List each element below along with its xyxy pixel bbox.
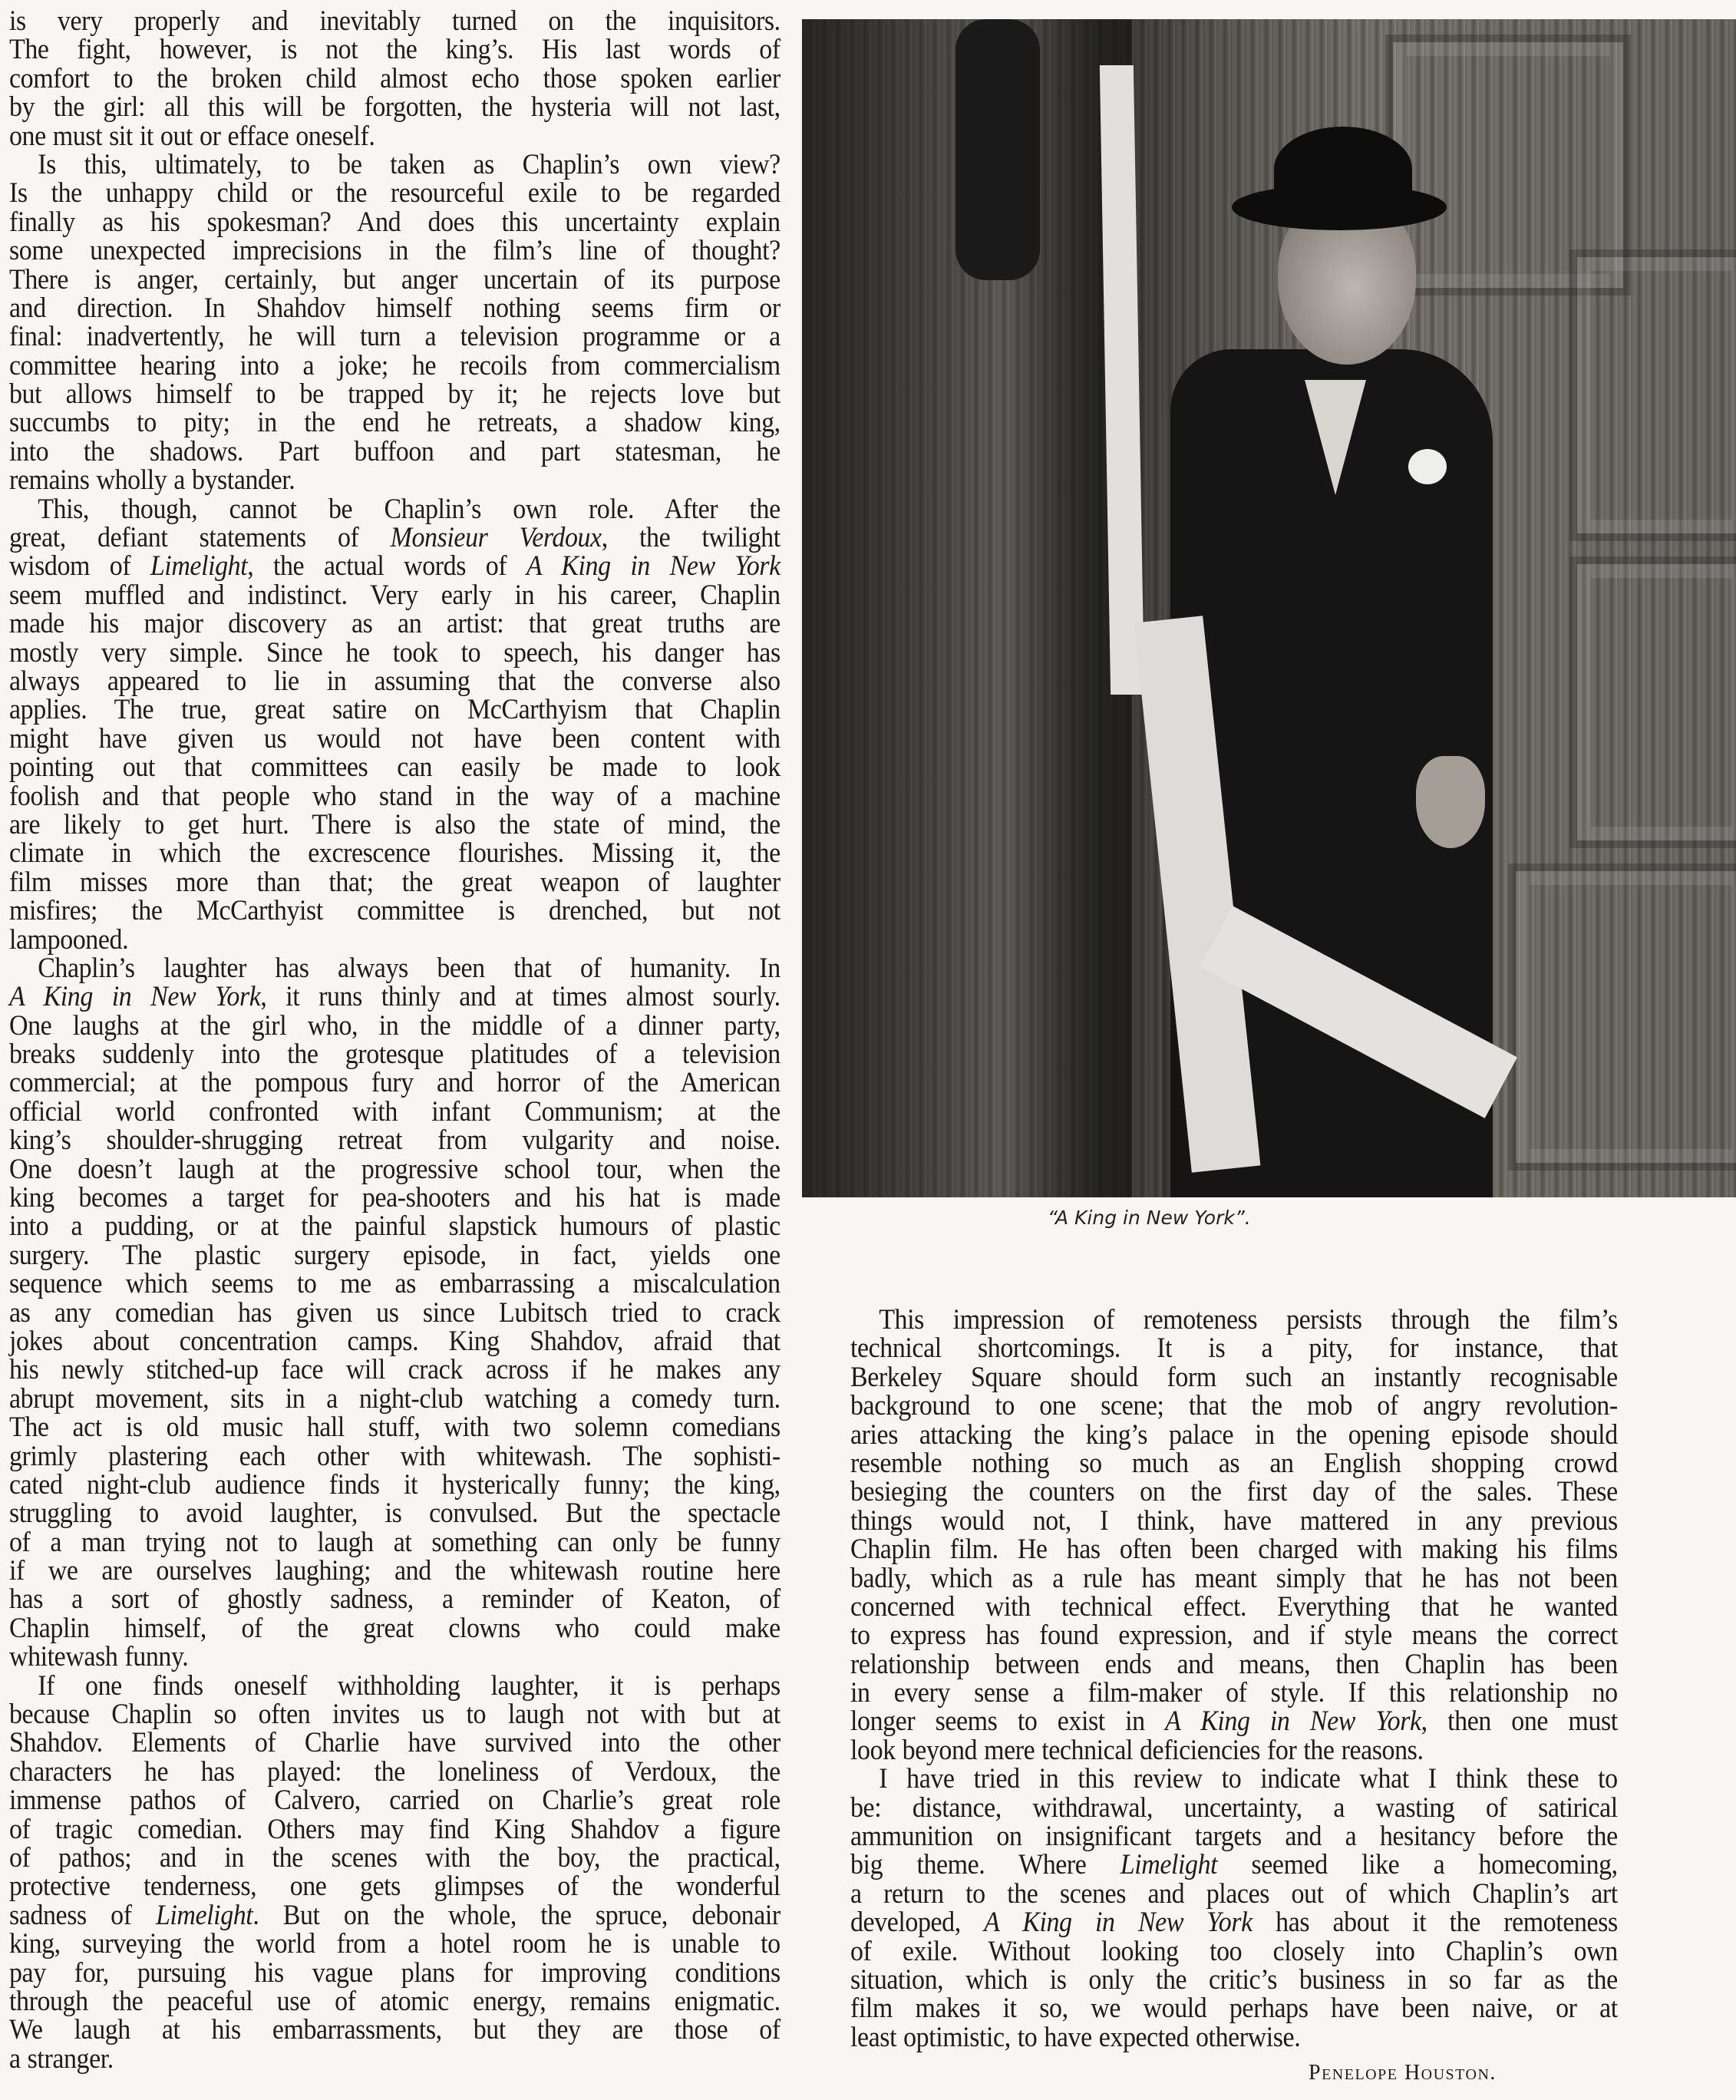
text-line: to express has found expression, and if style means the correct [850,1619,1618,1651]
text-line: always appeared to lie in assuming that the converse also [9,664,781,696]
article-right-column [850,1305,1618,2051]
text-line: king becomes a target for pea-shooters and his hat is made [9,1181,781,1213]
text-line: of exile. Without looking too closely into Chaplin’s own [850,1934,1618,1966]
text-line: misfires; the McCarthyist committee is drenched, but not [9,894,781,926]
text-line: relationship between ends and means, then Chaplin has been [850,1647,1618,1679]
text-line: resemble nothing so much as an English shopping crowd [850,1446,1618,1478]
text-line: great, defiant statements of Monsieur Verdoux, the twilight [9,521,781,553]
text-line: background to one scene; that the mob of angry revolution- [850,1389,1618,1421]
text-line: Chaplin’s laughter has always been that of humanity. In [38,951,781,983]
text-line: official world confronted with infant Communism; at the [9,1095,781,1127]
text-line: struggling to avoid laughter, is convulsed. But the spectacle [9,1497,781,1529]
author-byline: Penelope Houston. [1309,2061,1497,2085]
text-line: besieging the counters on the first day of the sales. These [850,1475,1618,1507]
text-line: are likely to get hurt. There is also the state of mind, the [9,807,781,840]
text-line: pointing out that committees can easily be made to look [9,751,781,783]
text-line: grimly plastering each other with whitewash. The sophisti- [9,1439,781,1471]
text-line: made his major discovery as an artist: that great truths are [9,607,781,639]
text-line: situation, which is only the critic’s business in so far as the [850,1963,1618,1995]
text-line: Berkeley Square should form such an instantly recognisable [850,1360,1618,1392]
wall-panel [1569,249,1736,541]
text-line: succumbs to pity; in the end he retreats, a shadow king, [9,406,781,438]
text-line: Chaplin film. He has often been charged with making his films [850,1533,1618,1565]
text-line: in every sense a film-maker of style. If this relationship no [850,1676,1618,1709]
text-line: look beyond mere technical deficiencies for the reasons. [850,1733,1424,1765]
text-line: A King in New York, it runs thinly and at times almost sourly. [9,980,781,1012]
text-line: If one finds oneself withholding laughter, it is perhaps [38,1669,781,1701]
text-line: There is anger, certainly, but anger uncertain of its purpose [9,262,781,295]
text-line: breaks suddenly into the grotesque platitudes of a television [9,1038,781,1070]
paragraph [9,147,781,496]
text-line: One laughs at the girl who, in the middle of a dinner party, [9,1009,781,1041]
text-line: We laugh at his embarrassments, but they are those of [9,2013,781,2046]
text-line: climate in which the excrescence flourishes. Missing it, the [9,837,781,869]
text-line: film misses more than that; the great weapon of laughter [9,865,781,897]
paragraph [9,494,781,953]
text-line: applies. The true, great satire on McCarthyism that Chaplin [9,693,781,725]
text-line: characters he has played: the loneliness of Verdoux, the [9,1755,781,1787]
text-line: might have given us would not have been content with [9,721,781,754]
text-line: sadness of Limelight. But on the whole, the spruce, debonair [9,1898,781,1930]
text-line: The fight, however, is not the king’s. His last words of [9,33,781,65]
text-line: longer seems to exist in A King in New York, then one must [850,1705,1618,1737]
figure-hand [1416,756,1485,848]
text-line: ammunition on insignificant targets and a hesitancy before the [850,1820,1618,1852]
text-line: a return to the scenes and places out of which Chaplin’s art [850,1877,1618,1909]
text-line: one must sit it out or efface oneself. [9,119,375,151]
text-line: seem muffled and indistinct. Very early in his career, Chaplin [9,578,781,610]
text-line: of pathos; and in the scenes with the boy, the practical, [9,1841,781,1873]
text-line: lampooned. [9,923,129,955]
text-line: has a sort of ghostly sadness, a reminder of Keaton, of [9,1583,781,1615]
text-line: protective tenderness, one gets glimpses of the wonderful [9,1870,781,1902]
text-line: some unexpected imprecisions in the film’s line of thought? [9,234,781,266]
text-line: aries attacking the king’s palace in the opening episode should [850,1418,1618,1450]
text-line: things would not, I think, have mattered in any previous [850,1504,1618,1536]
text-line: as any comedian has given us since Lubitsch tried to crack [9,1296,781,1328]
text-line: big theme. Where Limelight seemed like a homecoming, [850,1848,1618,1880]
text-line: remains wholly a bystander. [9,464,295,496]
text-line: final: inadvertently, he will turn a television programme or a [9,320,781,352]
text-line: into the shadows. Part buffoon and part statesman, he [9,434,781,467]
text-line: technical shortcomings. It is a pity, for instance, that [850,1332,1618,1364]
text-line: by the girl: all this will be forgotten, the hysteria will not last, [9,91,781,123]
text-line: This, though, cannot be Chaplin’s own role. After the [38,492,781,524]
text-line: Is this, ultimately, to be taken as Chaplin’s own view? [38,147,781,180]
text-line: of a man trying not to laugh at something can only be funny [9,1525,781,1557]
text-line: be: distance, withdrawal, uncertainty, a wasting of satirical [850,1791,1618,1823]
text-line: developed, A King in New York has about it the remoteness [850,1906,1618,1938]
dark-drape [955,19,1040,280]
text-line: king’s shoulder-shrugging retreat from vulgarity and noise. [9,1124,781,1156]
text-line: through the peaceful use of atomic energy, remains enigmatic. [9,1984,781,2016]
text-line: cated night-club audience finds it hysterically funny; the king, [9,1468,781,1500]
photo-caption: “A King in New York”. [1048,1207,1251,1229]
text-line: a stranger. [9,2042,114,2074]
text-line: whitewash funny. [9,1640,189,1672]
text-line: commercial; at the pompous fury and horror of the American [9,1066,781,1098]
article-left-column [9,6,781,2072]
paragraph [9,6,781,150]
text-line: Chaplin himself, of the great clowns who could make [9,1611,781,1643]
text-line: surgery. The plastic surgery episode, in fact, yields one [9,1238,781,1270]
text-line: I have tried in this review to indicate what I think these to [879,1762,1618,1795]
text-line: is very properly and inevitably turned on the inquisitors. [9,5,781,36]
carnation [1408,449,1447,484]
text-line: One doesn’t laugh at the progressive school tour, when the [9,1152,781,1184]
text-line: because Chaplin so often invites us to laugh not with but at [9,1698,781,1730]
text-line: foolish and that people who stand in the way of a machine [9,779,781,811]
paragraph [850,1305,1618,1764]
text-line: of tragic comedian. Others may find King Shahdov a figure [9,1812,781,1844]
text-line: The act is old music hall stuff, with two solemn comedians [9,1411,781,1443]
text-line: king, surveying the world from a hotel room he is unable to [9,1927,781,1960]
text-line: Is the unhappy child or the resourceful exile to be regarded [9,177,781,209]
text-line: badly, which as a rule has meant simply that he has not been [850,1561,1618,1593]
text-line: comfort to the broken child almost echo those spoken earlier [9,61,781,94]
text-line: concerned with technical effect. Everything that he wanted [850,1590,1618,1622]
text-line: Shahdov. Elements of Charlie have survived into the other [9,1726,781,1758]
film-still-photo [802,19,1736,1197]
text-line: and direction. In Shahdov himself nothing seems firm or [9,291,781,323]
text-line: least optimistic, to have expected otherwise. [850,2020,1301,2052]
text-line: This impression of remoteness persists through the film’s [879,1303,1618,1335]
text-line: immense pathos of Calvero, carried on Charlie’s great role [9,1784,781,1816]
text-line: committee hearing into a joke; he recoils from commercialism [9,348,781,381]
paragraph [850,1764,1618,2051]
text-line: sequence which seems to me as embarrassing a miscalculation [9,1267,781,1299]
text-line: jokes about concentration camps. King Shahdov, afraid that [9,1324,781,1356]
text-line: his newly stitched-up face will crack across if he makes any [9,1353,781,1385]
text-line: film makes it so, we would perhaps have been naive, or at [850,1992,1618,2024]
text-line: pay for, pursuing his vague plans for improving conditions [9,1956,781,1988]
text-line: if we are ourselves laughing; and the whitewash routine here [9,1554,781,1587]
text-line: into a pudding, or at the painful slapstick humours of plastic [9,1210,781,1242]
wall-panel [1508,863,1736,1171]
wall-panel [1569,556,1736,848]
text-line: but allows himself to be trapped by it; he rejects love but [9,378,781,410]
paragraph [9,953,781,1671]
paragraph [9,1671,781,2072]
text-line: mostly very simple. Since he took to speech, his danger has [9,636,781,668]
text-line: abrupt movement, sits in a night-club watching a comedy turn. [9,1382,781,1414]
text-line: finally as his spokesman? And does this uncertainty explain [9,205,781,237]
bowler-hat-brim [1232,184,1447,230]
text-line: wisdom of Limelight, the actual words of A King in New York [9,550,781,582]
